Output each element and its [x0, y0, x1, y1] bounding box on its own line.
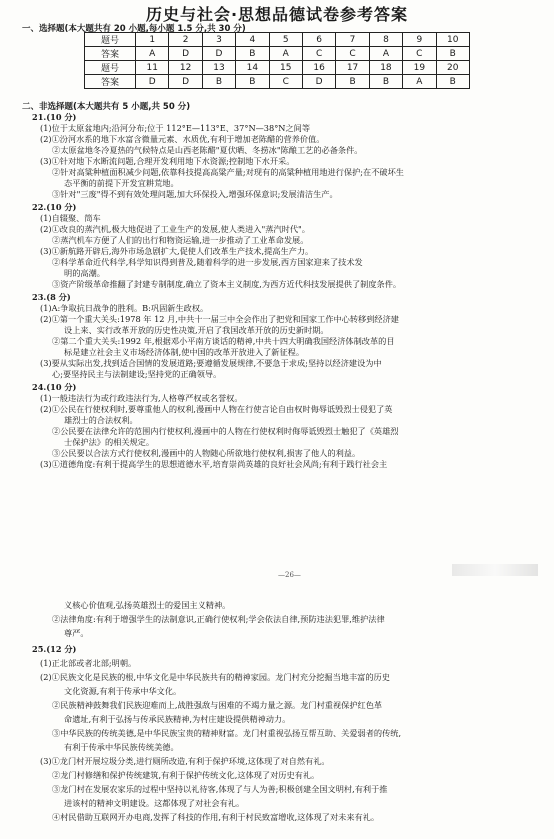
answer-line: (1)一般违法行为或行政违法行为,人格尊严权或名誉权。 [40, 393, 243, 403]
question-heading: 21.(10 分) [32, 112, 77, 122]
answer-line: (1)自辍聚、筒车 [40, 213, 101, 223]
table-cell: 17 [336, 61, 369, 75]
table-cell: B [236, 75, 269, 89]
answer-line: ②公民要在法律允许的范围内行使权利,漫画中的人物在行使权利时侮辱诋毁烈士触犯了《英雄烈 [52, 426, 399, 436]
answer-line: (2)①改良的蒸汽机,极大地促进了工业生产的发展,使人类进入"蒸汽时代"。 [40, 224, 310, 234]
answer-line: ③资产阶级革命推翻了封建专制制度,确立了资本主义制度,为西方近代科技发展提供了制度条件。 [52, 279, 402, 289]
scan-smudge [452, 564, 538, 576]
table-cell: 18 [369, 61, 402, 75]
page-title: 历史与社会·思想品德试卷参考答案 [145, 5, 409, 24]
answer-line: ②第二个重大关头:1992 年,根据邓小平南方谈话的精神,中共十四大明确我国经济体制改革的目 [52, 336, 395, 346]
table-cell: 15 [269, 61, 302, 75]
question-heading: 22.(10 分) [32, 202, 77, 212]
answer-line: (2)①第一个重大关头:1978 年 12 月,中共十一届三中全会作出了把党和国家工作中心转移到经济建 [40, 314, 399, 324]
section-choice-heading: 一、选择题(本大题共有 20 小题,每小题 1.5 分,共 30 分) [22, 24, 246, 34]
answer-line: (1)A:争取抗日战争的胜利。B:巩固新生政权。 [40, 303, 209, 313]
answer-line: (1)位于太原盆地内;沿河分布;位于 112°E—113°E、37°N—38°N之间等 [40, 123, 311, 133]
table-cell: 6 [302, 33, 335, 47]
table-cell: 12 [169, 61, 202, 75]
answer-line: ②针对高粱种植面积减少问题,依靠科技提高高粱产量;对现有的高粱种植用地进行保护;在不破坏生 [52, 167, 404, 177]
answer-line: (1)正北部或者北部;明朝。 [40, 658, 137, 668]
table-cell: 3 [202, 33, 235, 47]
table-cell: 10 [436, 33, 469, 47]
table-cell: 13 [202, 61, 235, 75]
table-row [85, 61, 470, 75]
table-cell: B [369, 75, 402, 89]
answer-line: (3)①龙门村开展垃圾分类,进行厕所改造,有利于保护环境,这体现了对自然有礼。 [40, 756, 330, 766]
answer-line: 心;要坚持民主与法制建设;坚持党的正确领导。 [52, 369, 222, 379]
answer-line: (2)①汾河水系的地下水富含微量元素、水质优,有利于增加老陈醋的营养价值。 [40, 134, 325, 144]
table-row [85, 75, 470, 89]
table-cell: A [403, 75, 436, 89]
table-cell: A [369, 47, 402, 61]
table-cell: D [136, 75, 169, 89]
table-cell: C [269, 75, 302, 89]
table-cell: A [136, 47, 169, 61]
answer-line: 标是建立社会主义市场经济体制,使中国的改革开放进入了新征程。 [64, 347, 305, 357]
section-essay-heading: 二、非选择题(本大题共有 5 小题,共 50 分) [22, 102, 191, 112]
answer-line: 明的高潮。 [64, 268, 105, 278]
table-cell: 8 [369, 33, 402, 47]
table-cell: 9 [403, 33, 436, 47]
page-number: —26— [278, 571, 301, 579]
table-cell: B [436, 75, 469, 89]
table-cell: C [302, 47, 335, 61]
table-cell: 5 [269, 33, 302, 47]
question-heading: 25.(12 分) [32, 644, 77, 654]
answer-line: (2)①公民在行使权利时,要尊重他人的权利,漫画中人物在行使言论自由权时侮辱诋毁烈士侵犯了英 [40, 404, 393, 414]
answer-line: (2)①民族文化是民族的根,中华文化是中华民族共有的精神家园。龙门村充分挖掘当地丰富的历史 [40, 672, 390, 682]
table-cell: B [202, 75, 235, 89]
answer-line: ②蒸汽机车方便了人们的出行和物资运输,进一步推动了工业革命发展。 [52, 235, 309, 245]
answer-line: ②民族精神鼓舞我们民族迎难而上,战胜强敌与困难的不竭力量之源。龙门村重视保护红色革 [52, 700, 383, 710]
table-cell: 19 [403, 61, 436, 75]
answer-line: (3)①道德角度:有利于提高学生的思想道德水平,培育崇尚英雄的良好社会风尚;有利于践行社会主 [40, 459, 388, 469]
table-cell: B [236, 47, 269, 61]
table-cell: B [336, 75, 369, 89]
answer-line: (3)要从实际出发,找到适合国情的发展道路;要遵循发展规律,不要急于求成;坚持以经济建设为中 [40, 358, 382, 368]
answer-line: 义核心价值观,弘扬英雄烈士的爱国主义精神。 [64, 600, 231, 610]
table-cell: C [336, 47, 369, 61]
table-cell: D [202, 47, 235, 61]
answer-line: 尊严。 [64, 628, 89, 638]
answer-line: 进该村的精神文明建设。这都体现了对社会有礼。 [64, 798, 245, 808]
answer-line: (3)①新航路开辟后,海外市场急剧扩大,促使人们改革生产技术,提高生产力。 [40, 246, 314, 256]
answer-line: ③公民要以合法方式行使权利,漫画中的人物随心所欲地行使权利,损害了他人的利益。 [52, 448, 361, 458]
table-cell: 11 [136, 61, 169, 75]
answer-line: 雄烈士的合法权利。 [64, 415, 138, 425]
table-cell: 2 [169, 33, 202, 47]
answer-line: 士保护法》的相关规定。 [64, 437, 155, 447]
table-row [85, 47, 470, 61]
answer-line: ②法律角度:有利于增强学生的法制意识,正确行使权利;学会依法自律,预防违法犯罪,维护法律 [52, 614, 385, 624]
answer-line: 命遗址,有利于弘扬与传承民族精神,为村庄建设提供精神动力。 [64, 714, 291, 724]
answer-line: 文化资源,有利于传承中华文化。 [64, 686, 182, 696]
table-cell: 答案 [85, 47, 136, 61]
answer-line: ③针对"三废"得不到有效处理问题,加大环保投入,增强环保意识;发展清洁生产。 [52, 189, 338, 199]
question-heading: 23.(8 分) [32, 292, 71, 302]
answer-line: ④村民借助互联网开办电商,发挥了科技的作用,有利于村民致富增收,这体现了对未来有礼。 [52, 812, 380, 822]
table-cell: 16 [302, 61, 335, 75]
table-cell: D [169, 75, 202, 89]
table-cell: 1 [136, 33, 169, 47]
table-cell: 14 [236, 61, 269, 75]
answer-line: ③龙门村在发展农家乐的过程中坚持以礼待客,体现了与人为善;积极创建全国文明村,有利于推 [52, 784, 388, 794]
table-cell: A [269, 47, 302, 61]
answer-line: 有利于传承中华民族传统美德。 [64, 742, 179, 752]
answer-line: ②龙门村修缮和保护传统建筑,有利于保护传统文化,这体现了对历史有礼。 [52, 770, 320, 780]
answer-line: ②太原盆地冬冷夏热的气候特点是山西老陈醋"夏伏晒、冬捞冰"陈酿工艺的必备条件。 [52, 145, 363, 155]
table-cell: D [169, 47, 202, 61]
table-cell: 4 [236, 33, 269, 47]
table-cell: 20 [436, 61, 469, 75]
table-row [85, 33, 470, 47]
answer-line: ②科学革命近代科学,科学知识得到普及,随着科学的进一步发展,西方国家迎来了技术发 [52, 257, 363, 267]
answer-table [84, 32, 470, 89]
table-cell: C [403, 47, 436, 61]
answer-line: 设上来、实行改革开放的历史性决策,开启了我国改革开放的历史新时期。 [64, 325, 329, 335]
answer-line: (3)①针对地下水断流问题,合理开发利用地下水资源;控制地下水开采。 [40, 156, 295, 166]
answer-line: 态平衡的前提下开发宜耕荒地。 [64, 178, 179, 188]
answer-line: ③中华民族的传统美德,是中华民族宝贵的精神财富。龙门村重视弘扬互帮互助、关爱弱者的传统, [52, 728, 402, 738]
table-cell: 答案 [85, 75, 136, 89]
table-cell: 7 [336, 33, 369, 47]
question-heading: 24.(10 分) [32, 382, 77, 392]
table-cell: 题号 [85, 61, 136, 75]
table-cell: B [436, 47, 469, 61]
table-cell: D [302, 75, 335, 89]
table-cell: 题号 [85, 33, 136, 47]
